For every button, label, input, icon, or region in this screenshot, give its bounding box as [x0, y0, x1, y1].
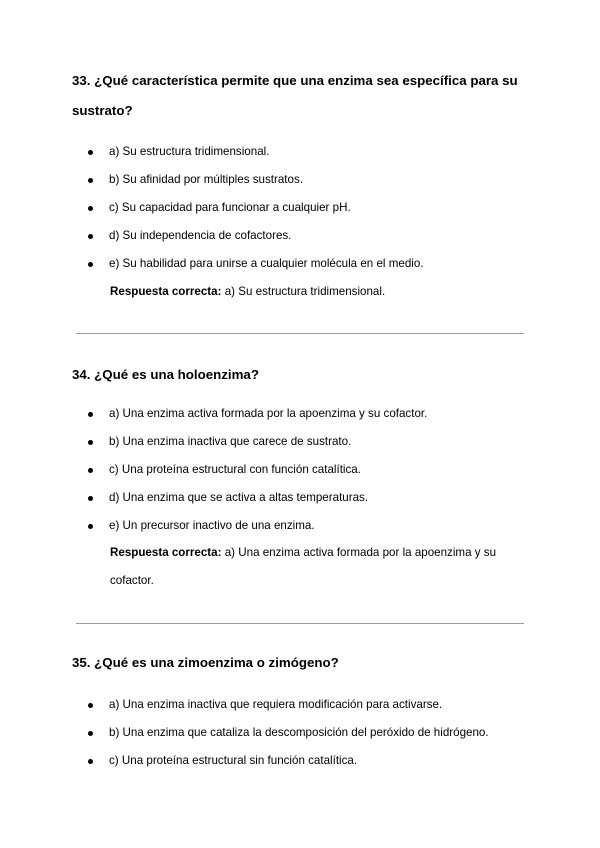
bullet-icon	[88, 759, 93, 764]
question-33-option-b: b) Su afinidad por múltiples sustratos.	[88, 172, 303, 188]
bullet-icon	[88, 412, 93, 417]
bullet-icon	[88, 150, 93, 155]
question-33-option-c: c) Su capacidad para funcionar a cualquier pH.	[88, 200, 351, 216]
question-33-answer: Respuesta correcta: a) Su estructura tridimensional.	[110, 285, 386, 298]
question-34-title: 34. ¿Qué es una holoenzima?	[72, 367, 259, 382]
bullet-icon	[88, 262, 93, 267]
bullet-icon	[88, 234, 93, 239]
question-34-answer: Respuesta correcta: a) Una enzima activa formada por la apoenzima y su cofactor.	[110, 546, 497, 587]
bullet-icon	[88, 440, 93, 445]
question-34-option-d: d) Una enzima que se activa a altas temperaturas.	[88, 490, 368, 506]
question-35-title: 35. ¿Qué es una zimoenzima o zimógeno?	[72, 655, 339, 670]
bullet-icon	[88, 496, 93, 501]
question-35-option-a: a) Una enzima inactiva que requiera modificación para activarse.	[88, 697, 442, 713]
divider	[76, 333, 524, 334]
bullet-icon	[88, 703, 93, 708]
bullet-icon	[88, 731, 93, 736]
bullet-icon	[88, 178, 93, 183]
question-33-option-a: a) Su estructura tridimensional.	[88, 144, 269, 160]
question-33-option-e: e) Su habilidad para unirse a cualquier molécula en el medio.	[88, 256, 424, 272]
bullet-icon	[88, 206, 93, 211]
question-34-option-e: e) Un precursor inactivo de una enzima.	[88, 518, 315, 534]
bullet-icon	[88, 524, 93, 529]
bullet-icon	[88, 468, 93, 473]
question-34-option-b: b) Una enzima inactiva que carece de sustrato.	[88, 434, 351, 450]
question-34-option-a: a) Una enzima activa formada por la apoenzima y su cofactor.	[88, 406, 427, 422]
question-33-option-d: d) Su independencia de cofactores.	[88, 228, 291, 244]
question-35-option-c: c) Una proteína estructural sin función catalítica.	[88, 753, 357, 769]
question-35-option-b: b) Una enzima que cataliza la descomposición del peróxido de hidrógeno.	[88, 725, 489, 741]
question-33-title: 33. ¿Qué característica permite que una enzima sea específica para su sustrato?	[72, 73, 518, 118]
divider	[76, 623, 524, 624]
question-34-option-c: c) Una proteína estructural con función catalítica.	[88, 462, 361, 478]
